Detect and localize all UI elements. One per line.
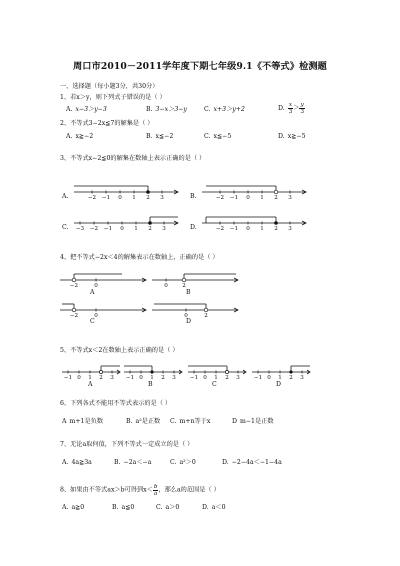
axis-tick-label: 1 <box>88 375 92 381</box>
q1-option-d[interactable]: D. $\frac{x}{3}$ ＞ $\frac{y}{3}$ <box>278 102 305 115</box>
question-3-stem: 3、不等式x−2≦0的解集在数轴上表示正确的是（ ） <box>60 155 206 162</box>
q6-option-a[interactable]: A m+1是负数 <box>62 418 104 425</box>
axis-tick-label: 2 <box>182 283 186 289</box>
question-4-stem: 4、把不等式−2x＜4的解集表示在数轴上，正确的是（ ） <box>60 254 219 261</box>
q2-option-a[interactable]: A. x≧−2 <box>66 133 94 140</box>
axis-tick-label: −1 <box>103 226 113 232</box>
q8-option-b[interactable]: B. a≦0 <box>112 504 135 511</box>
axis-tick-label: −1 <box>189 375 199 381</box>
q5-number-line-a <box>62 362 124 382</box>
axis-tick-label: 3 <box>162 226 166 232</box>
axis-tick-label: −1 <box>229 226 239 232</box>
question-1-stem: 1、若x＞y，则下列式子错误的是（ ） <box>60 94 166 101</box>
q3-label-b[interactable]: B. <box>190 193 197 200</box>
q5-label-a[interactable]: A <box>88 381 93 388</box>
q1-option-b[interactable]: B. 3−x＞3−y <box>146 106 187 113</box>
q2-option-c[interactable]: C. x≦−5 <box>204 133 232 140</box>
axis-tick-label: 0 <box>164 283 168 289</box>
axis-tick-label: −1 <box>253 375 263 381</box>
fraction: $\frac{b}{a}$ <box>153 484 158 497</box>
q5-number-line-d <box>252 362 314 382</box>
q5-number-line-b <box>124 362 186 382</box>
axis-tick-label: −2 <box>215 195 225 201</box>
axis-tick-label: 0 <box>267 375 271 381</box>
q4-label-d[interactable]: D <box>186 318 191 325</box>
page-title: 周口市2010－2011学年度下期七年级9.1《不等式》检测题 <box>73 61 327 72</box>
q2-option-d[interactable]: D. x≧−5 <box>278 133 306 140</box>
q4-label-b[interactable]: B <box>186 289 191 296</box>
axis-tick-label: 0 <box>246 195 250 201</box>
axis-tick-label: 3 <box>160 195 164 201</box>
axis-tick-label: 1 <box>150 375 154 381</box>
question-6-stem: 6、下列各式不能用不等式表示的是（ ） <box>60 400 172 407</box>
axis-tick-label: −1 <box>229 195 239 201</box>
question-7-stem: 7、无论a取何值，下列不等式一定成立的是（ ） <box>60 441 194 448</box>
fraction: $\frac{x}{3}$ <box>288 102 293 115</box>
q5-number-line-c <box>188 362 250 382</box>
axis-tick-label: −2 <box>69 313 79 319</box>
q6-option-d[interactable]: D m−1是正数 <box>232 418 274 425</box>
axis-tick-label: −2 <box>87 195 97 201</box>
axis-tick-label: 0 <box>77 375 81 381</box>
axis-tick-label: 3 <box>172 375 176 381</box>
question-2-stem: 2、不等式3−2x≦7的解集是（ ） <box>60 120 154 127</box>
q8-option-a[interactable]: A. a≧0 <box>62 504 85 511</box>
axis-tick-label: 3 <box>288 195 292 201</box>
q7-option-d[interactable]: D. −2−4a＜−1−4a <box>222 459 282 466</box>
q5-label-c[interactable]: C <box>212 381 217 388</box>
axis-tick-label: −2 <box>215 226 225 232</box>
question-5-stem: 5、不等式x＜2在数轴上表示正确的是（ ） <box>60 347 179 354</box>
axis-tick-label: 1 <box>278 375 282 381</box>
q5-label-b[interactable]: B <box>148 381 153 388</box>
q4-label-c[interactable]: C <box>90 318 95 325</box>
question-8-stem: 8、如果由不等式ax＞b可得到x＜ $\frac{b}{a}$ ，那么a的范围是（ ） <box>60 484 220 497</box>
axis-tick-label: −1 <box>63 375 73 381</box>
axis-tick-label: 1 <box>132 195 136 201</box>
axis-tick-label: 0 <box>120 226 124 232</box>
q1-option-c[interactable]: C. x+3＞y+2 <box>204 106 245 113</box>
axis-tick-label: 0 <box>203 375 207 381</box>
axis-tick-label: 2 <box>204 313 208 319</box>
axis-tick-label: 0 <box>94 283 98 289</box>
q6-option-c[interactable]: C. m+n等于x <box>170 418 211 425</box>
q7-option-a[interactable]: A. 4a≧3a <box>62 459 92 466</box>
q1-option-a[interactable]: A. x−3＞y−3 <box>66 106 107 113</box>
axis-tick-label: 2 <box>99 375 103 381</box>
q4-number-line-a <box>60 268 150 290</box>
section-heading: 一、选择题（每小题3分，共30分） <box>60 83 159 90</box>
axis-tick-label: 3 <box>110 375 114 381</box>
axis-tick-label: 2 <box>289 375 293 381</box>
axis-tick-label: 1 <box>134 226 138 232</box>
axis-tick-label: 2 <box>225 375 229 381</box>
q3-label-d[interactable]: D. <box>190 224 197 231</box>
q6-option-b[interactable]: B. a²是正数 <box>126 418 161 425</box>
q3-label-c[interactable]: C. <box>62 224 69 231</box>
q7-option-c[interactable]: C. a²＞0 <box>170 459 196 466</box>
q7-option-b[interactable]: B. −2a＜−a <box>114 459 152 466</box>
axis-tick-label: −3 <box>75 226 85 232</box>
q3-number-line-b <box>202 178 310 206</box>
axis-tick-label: 2 <box>161 375 165 381</box>
q3-number-line-d <box>202 209 310 237</box>
axis-tick-label: 3 <box>288 226 292 232</box>
axis-tick-label: 0 <box>184 313 188 319</box>
axis-tick-label: 0 <box>94 313 98 319</box>
axis-tick-label: 2 <box>146 195 150 201</box>
axis-tick-label: −1 <box>125 375 135 381</box>
q4-number-line-d <box>152 298 242 320</box>
axis-tick-label: 1 <box>260 195 264 201</box>
axis-tick-label: 3 <box>300 375 304 381</box>
q3-label-a[interactable]: A. <box>62 193 69 200</box>
axis-tick-label: 2 <box>148 226 152 232</box>
axis-tick-label: 3 <box>236 375 240 381</box>
q8-option-c[interactable]: C. a＞0 <box>156 504 180 511</box>
axis-tick-label: 0 <box>246 226 250 232</box>
q3-number-line-c <box>74 209 182 237</box>
axis-tick-label: −1 <box>101 195 111 201</box>
axis-tick-label: −2 <box>69 283 79 289</box>
q4-number-line-b <box>152 268 242 290</box>
q5-label-d[interactable]: D <box>276 381 281 388</box>
q4-label-a[interactable]: A <box>90 289 95 296</box>
axis-tick-label: 2 <box>274 195 278 201</box>
axis-tick-label: 2 <box>274 226 278 232</box>
axis-tick-label: −2 <box>89 226 99 232</box>
q3-number-line-a <box>74 178 182 206</box>
axis-tick-label: 1 <box>260 226 264 232</box>
fraction: $\frac{y}{3}$ <box>300 102 305 115</box>
axis-tick-label: 0 <box>118 195 122 201</box>
axis-tick-label: 1 <box>214 375 218 381</box>
q2-option-b[interactable]: B. x≦−2 <box>146 133 174 140</box>
axis-tick-label: 0 <box>139 375 143 381</box>
q4-number-line-c <box>60 298 150 320</box>
q8-option-d[interactable]: D. a＜0 <box>202 504 226 511</box>
